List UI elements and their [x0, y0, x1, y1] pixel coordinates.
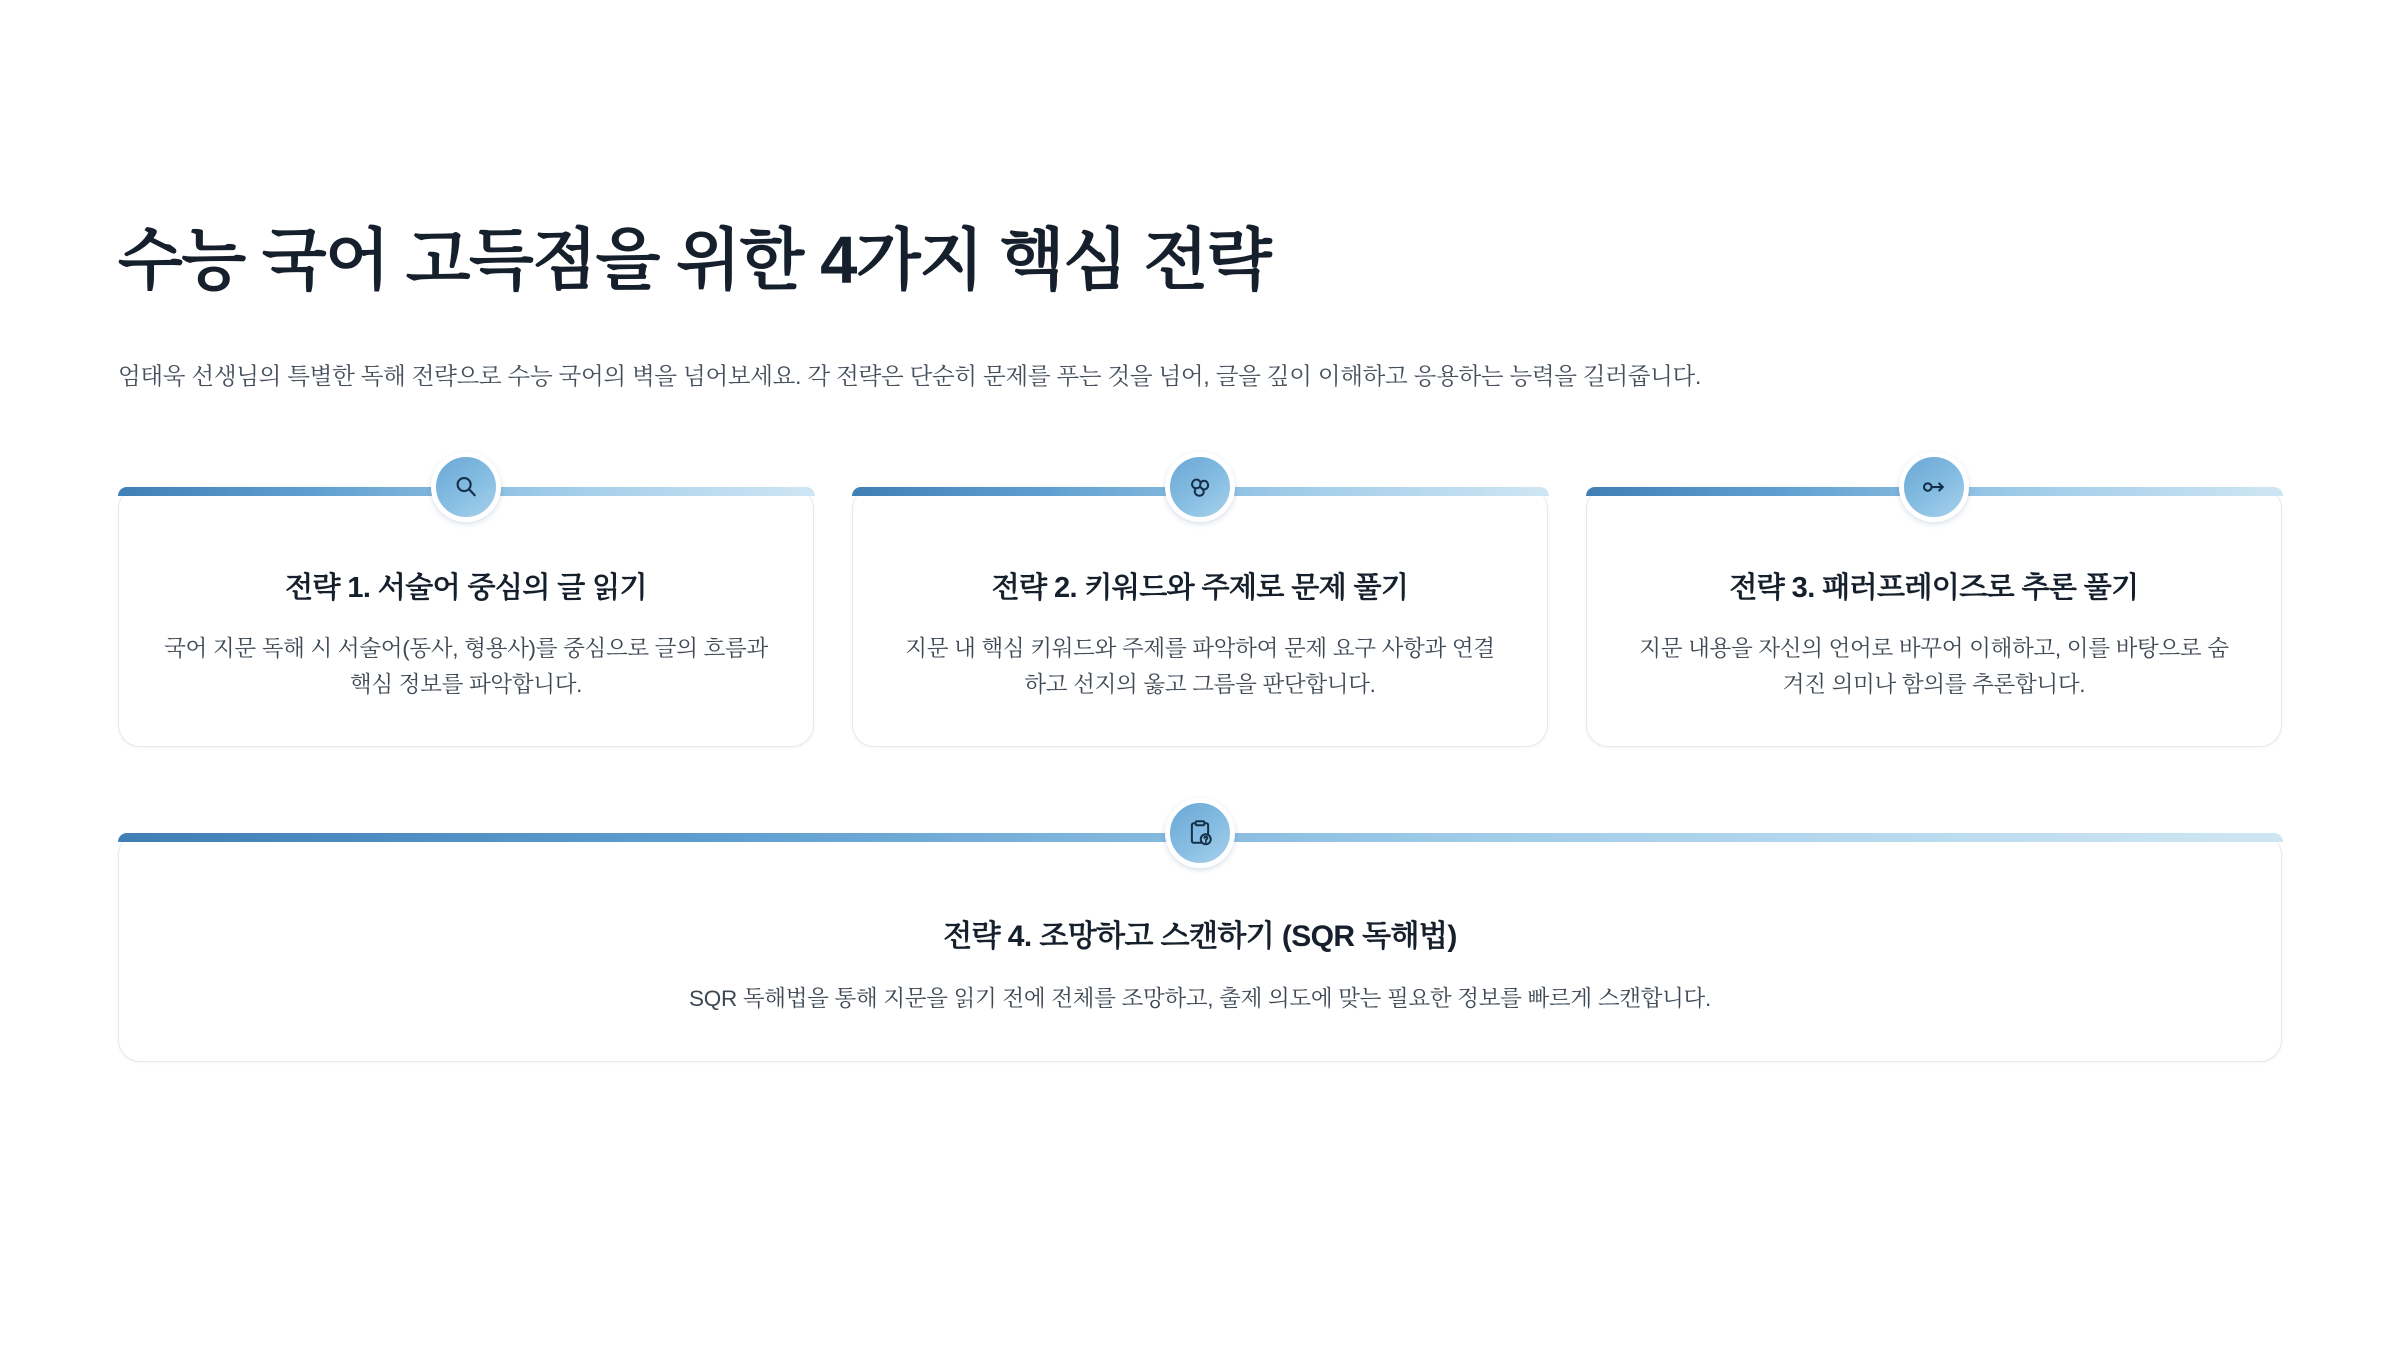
strategy-card-title: 전략 3. 패러프레이즈로 추론 풀기 — [1729, 572, 2139, 605]
strategy-card-title: 전략 4. 조망하고 스캔하기 (SQR 독해법) — [943, 920, 1457, 954]
node-arrow-icon — [1899, 452, 1969, 522]
strategy-card-description: 지문 내용을 자신의 언어로 바꾸어 이해하고, 이를 바탕으로 숨겨진 의미나 함의를 추론합니다. — [1639, 636, 2229, 697]
strategy-card-description: SQR 독해법을 통해 지문을 읽기 전에 전체를 조망하고, 출제 의도에 맞는 필요한 정보를 빠르게 스캔합니다. — [689, 986, 1711, 1012]
strategy-card-title: 전략 1. 서술어 중심의 글 읽기 — [285, 572, 647, 605]
strategy-card-2[interactable] — [852, 487, 1548, 747]
strategy-card-1[interactable] — [118, 487, 814, 747]
magnifier-icon — [431, 452, 501, 522]
page-title: 수능 국어 고득점을 위한 4가지 핵심 전략 — [118, 223, 1271, 298]
strategy-card-description: 지문 내 핵심 키워드와 주제를 파악하여 문제 요구 사항과 연결하고 선지의 옳고 그름을 판단합니다. — [905, 636, 1495, 697]
strategy-card-row-top — [118, 487, 2282, 747]
triskelion-icon — [1165, 452, 1235, 522]
clipboard-question-icon — [1165, 798, 1235, 868]
strategy-card-row-bottom — [118, 833, 2282, 1062]
strategy-card-3[interactable] — [1586, 487, 2282, 747]
strategy-card-description: 국어 지문 독해 시 서술어(동사, 형용사)를 중심으로 글의 흐름과 핵심 정보를 파악합니다. — [164, 636, 768, 697]
page-subtitle: 엄태욱 선생님의 특별한 독해 전략으로 수능 국어의 벽을 넘어보세요. 각 전략은 단순히 문제를 푸는 것을 넘어, 글을 깊이 이해하고 응용하는 능력을 길러줍니다. — [118, 363, 1702, 390]
strategy-card-4[interactable] — [118, 833, 2282, 1062]
strategy-card-title: 전략 2. 키워드와 주제로 문제 풀기 — [991, 572, 1409, 605]
